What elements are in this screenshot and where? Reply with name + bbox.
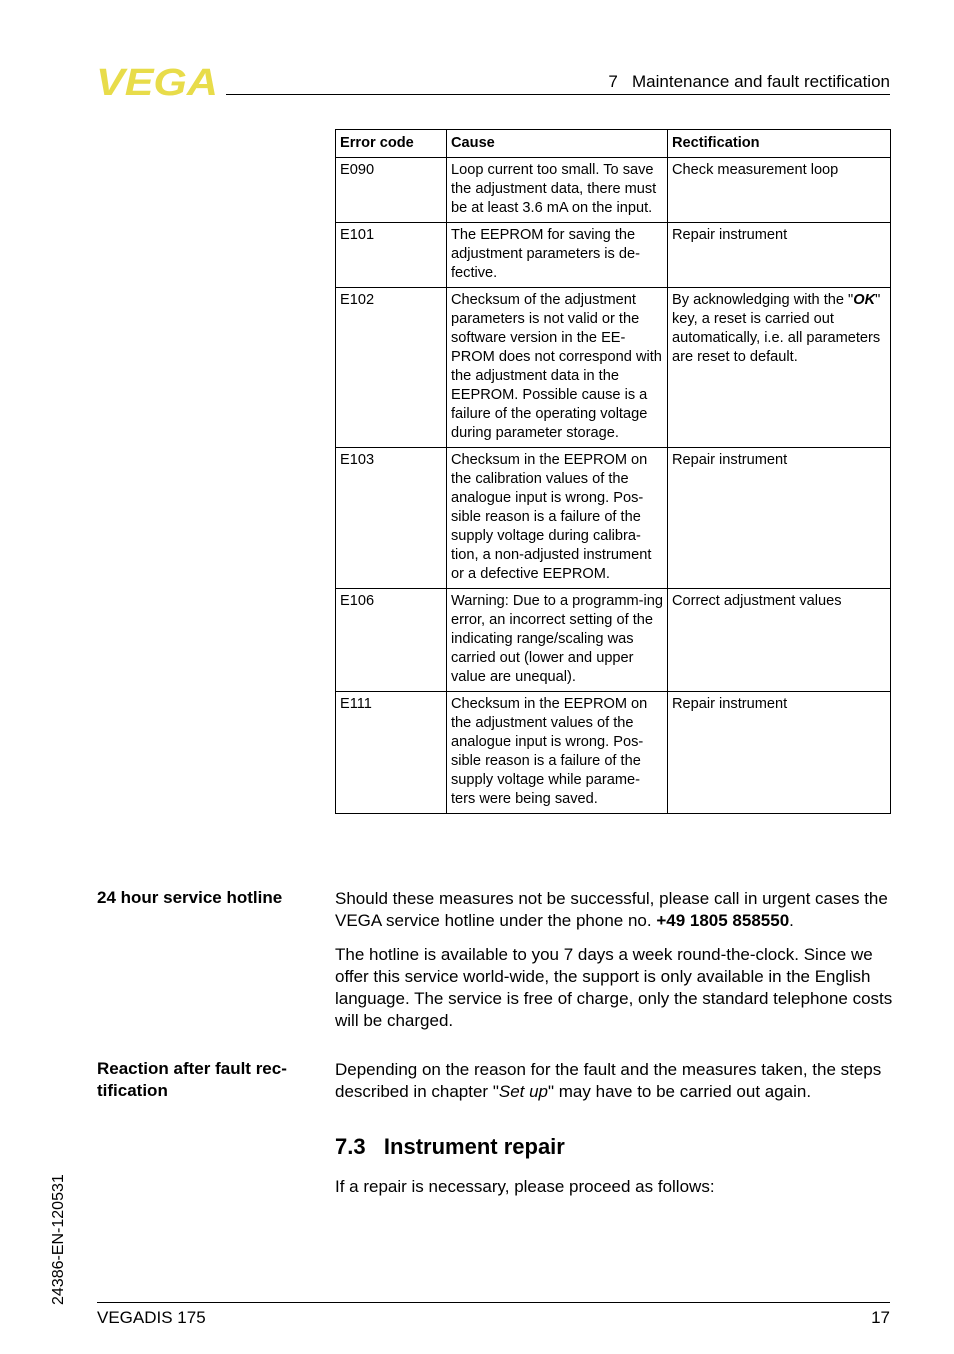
- document-id: 24386-EN-120531: [50, 1174, 67, 1305]
- col-header-cause: Cause: [447, 130, 668, 158]
- table-header-row: [336, 130, 891, 158]
- rectification-cell: [668, 589, 891, 692]
- error-code-table: [335, 129, 891, 814]
- hotline-label: 24 hour service hotline: [97, 888, 283, 907]
- rectification-cell: [668, 448, 891, 589]
- rectification-cell: [668, 223, 891, 288]
- hotline-phone: +49 1805 858550: [656, 911, 790, 930]
- reaction-text-b: " may have to be carried out again.: [548, 1082, 812, 1101]
- rectification-text: Check measurement loop: [672, 162, 839, 178]
- rectification-cell: [668, 158, 891, 223]
- footer-rule: [97, 1302, 890, 1303]
- rectification-text: Repair instrument: [672, 452, 788, 468]
- table-row: [336, 158, 891, 223]
- reaction-chapter-ref: Set up: [498, 1082, 549, 1101]
- rectification-text: " key, a reset is carried out automatically, i.e. all parameters are reset to default.: [672, 292, 881, 365]
- error-code-cell: E101: [336, 223, 447, 288]
- error-code-cell: E102: [336, 288, 447, 448]
- footer-product: VEGADIS 175: [97, 1308, 206, 1327]
- col-header-rectification: Rectification: [668, 130, 891, 158]
- rectification-text: Repair instrument: [672, 696, 788, 712]
- reaction-label: Reaction after fault rec-tification: [97, 1059, 287, 1100]
- rectification-text: Repair instrument: [672, 227, 788, 243]
- col-header-error-code: Error code: [336, 130, 447, 158]
- table-row: [336, 223, 891, 288]
- logo-text: VEGA: [96, 64, 218, 98]
- error-code-cell: E106: [336, 589, 447, 692]
- section-heading: 7.3 Instrument repair: [335, 1134, 565, 1159]
- cause-cell: The EEPROM for saving the adjustment parameters is de-fective.: [447, 223, 668, 288]
- error-code-cell: E103: [336, 448, 447, 589]
- error-code-cell: E090: [336, 158, 447, 223]
- hotline-paragraph-1: [335, 888, 895, 932]
- hotline-paragraph-2: The hotline is available to you 7 days a week round-the-clock. Since we offer this service world-wide, the support is only available in the English language. The service is free of charge, only the standard telephone costs will be charged.: [335, 945, 893, 1030]
- header-rule: [226, 94, 890, 95]
- rectification-cell: [668, 288, 891, 448]
- hotline-text: Should these measures not be successful, please call in urgent cases the VEGA service hotline under the phone no.: [335, 889, 888, 930]
- rectification-text: By acknowledging with the ": [672, 292, 854, 308]
- cause-cell: Loop current too small. To save the adjustment data, there must be at least 3.6 mA on the input.: [447, 158, 668, 223]
- section-intro: If a repair is necessary, please proceed as follows:: [335, 1177, 715, 1196]
- reaction-paragraph: [335, 1059, 895, 1103]
- reaction-text-a: Depending on the reason for the fault and the measures taken, the steps described in chapter ": [335, 1060, 882, 1101]
- cause-cell: Warning: Due to a programm-ing error, an incorrect setting of the indicating range/scaling was carried out (lower and upper value are unequal).: [447, 589, 668, 692]
- cause-cell: Checksum of the adjustment parameters is not valid or the software version in the EE-PROM does not correspond with the adjustment data in the EEPROM. Possible cause is a failure of the operating voltage during parameter storage.: [447, 288, 668, 448]
- error-code-cell: E111: [336, 692, 447, 814]
- table-row: [336, 448, 891, 589]
- table-row: [336, 589, 891, 692]
- rectification-text: Correct adjustment values: [672, 593, 842, 609]
- cause-cell: Checksum in the EEPROM on the adjustment values of the analogue input is wrong. Pos-sible reason is a failure of the supply voltage while parame-ters were being saved.: [447, 692, 668, 814]
- hotline-text-end: .: [789, 911, 794, 930]
- page-number: 17: [871, 1308, 890, 1327]
- rectification-text: OK: [853, 292, 876, 308]
- table-row: [336, 692, 891, 814]
- header-section-title: 7 Maintenance and fault rectification: [608, 72, 890, 91]
- table-row: [336, 288, 891, 448]
- cause-cell: Checksum in the EEPROM on the calibration values of the analogue input is wrong. Pos-sible reason is a failure of the supply voltage during calibra-tion, a non-adjusted instrument or a defective EEPROM.: [447, 448, 668, 589]
- vega-logo: [96, 64, 220, 98]
- rectification-cell: [668, 692, 891, 814]
